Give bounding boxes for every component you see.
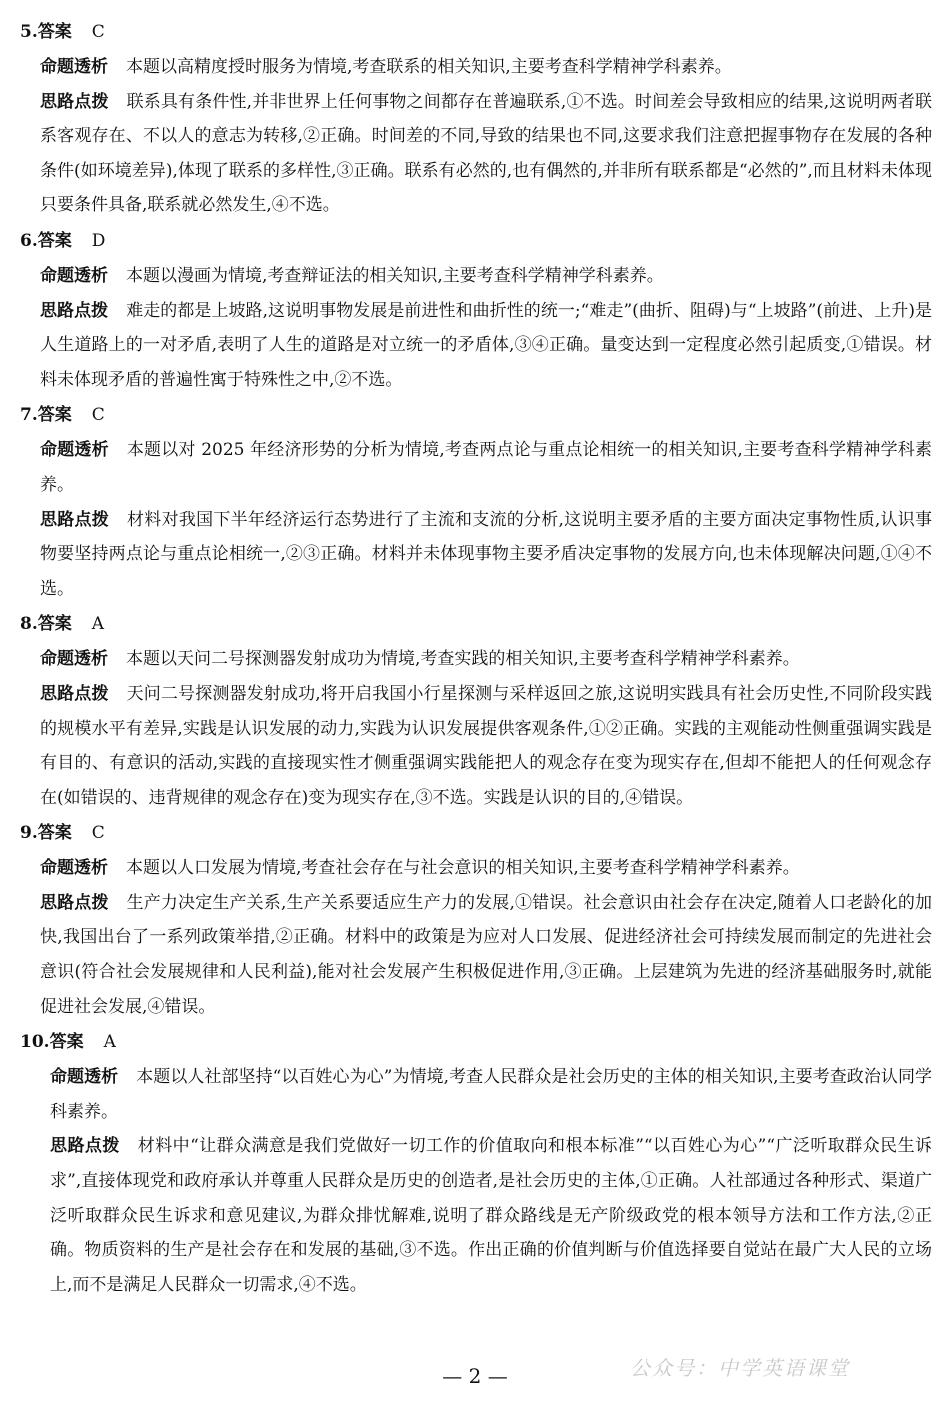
- question-header: [20, 14, 932, 50]
- analysis-text: 本题以人口发展为情境,考查社会存在与社会意识的相关知识,主要考查科学精神学科素养。: [126, 858, 800, 879]
- analysis-label: 命题透析: [50, 1067, 119, 1088]
- answer-value: A: [91, 614, 105, 635]
- watermark: 公众号：中学英语课堂: [630, 1356, 850, 1380]
- analysis-paragraph: [40, 50, 932, 85]
- analysis-text: 本题以漫画为情境,考查辩证法的相关知识,主要考查科学精神学科素养。: [126, 265, 664, 286]
- answer-value: D: [91, 230, 106, 251]
- approach-label: 思路点拨: [40, 509, 110, 530]
- page-number: — 2 —: [442, 1364, 508, 1388]
- question-number: 6.: [20, 230, 38, 251]
- approach-text: 难走的都是上坡路,这说明事物发展是前进性和曲折性的统一;“难走”(曲折、阻碍)与“上坡路”(前进、上升)是人生道路上的一对矛盾,表明了人生的道路是对立统一的矛盾体,③④正确。量变达到一定程度必然引起质变,①错误。材料未体现矛盾的普遍性寓于特殊性之中,②不选。: [40, 300, 932, 390]
- approach-label: 思路点拨: [40, 91, 109, 112]
- answer-label: 答案: [37, 614, 72, 635]
- question-5: [20, 14, 932, 223]
- approach-text: 联系具有条件性,并非世界上任何事物之间都存在普遍联系,①不选。时间差会导致相应的结果,这说明两者联系客观存在、不以人的意志为转移,②正确。时间差的不同,导致的结果也不同,这要求我们注意把握事物存在发展的各种条件(如环境差异),体现了联系的多样性,③正确。联系有必然的,也有偶然的,并非所有联系都是“必然的”,而且材料未体现只要条件具备,联系就必然发生,④不选。: [40, 91, 933, 216]
- answer-page: [20, 14, 932, 1302]
- answer-label: 答案: [37, 405, 72, 426]
- approach-paragraph: [40, 677, 932, 815]
- question-number: 7.: [20, 405, 38, 426]
- analysis-text: 本题以对 2025 年经济形势的分析为情境,考查两点论与重点论相统一的相关知识,主要考查科学精神学科素养。: [40, 440, 932, 495]
- answer-value: C: [91, 22, 105, 42]
- answer-label: 答案: [49, 1032, 84, 1053]
- approach-label: 思路点拨: [40, 300, 109, 321]
- question-header: [20, 223, 932, 259]
- answer-label: 答案: [37, 22, 72, 42]
- question-header: [20, 397, 932, 433]
- analysis-paragraph: [40, 851, 932, 886]
- question-header: [20, 606, 932, 642]
- analysis-label: 命题透析: [40, 649, 108, 670]
- analysis-paragraph: [40, 259, 932, 294]
- question-8: [20, 606, 932, 815]
- question-header: [20, 815, 932, 851]
- approach-label: 思路点拨: [50, 1136, 120, 1157]
- analysis-text: 本题以天问二号探测器发射成功为情境,考查实践的相关知识,主要考查科学精神学科素养。: [126, 649, 800, 670]
- approach-paragraph: [40, 886, 932, 1024]
- analysis-paragraph: [50, 1060, 932, 1129]
- analysis-text: 本题以人社部坚持“以百姓心为心”为情境,考查人民群众是社会历史的主体的相关知识,主要考查政治认同学科素养。: [50, 1067, 933, 1122]
- question-9: [20, 815, 932, 1024]
- approach-text: 天问二号探测器发射成功,将开启我国小行星探测与采样返回之旅,这说明实践具有社会历史性,不同阶段实践的规模水平有差异,实践是认识发展的动力,实践为认识发展提供客观条件,①②正确。实践的主观能动性侧重强调实践是有目的、有意识的活动,实践的直接现实性才侧重强调实践能把人的观念存在变为现实存在,但却不能把人的任何观念存在(如错误的、违背规律的观念存在)变为现实存在,③不选。实践是认识的目的,④错误。: [40, 683, 933, 808]
- answer-value: C: [91, 823, 105, 844]
- analysis-label: 命题透析: [40, 265, 108, 286]
- approach-label: 思路点拨: [40, 683, 109, 704]
- analysis-paragraph: [40, 642, 932, 677]
- question-number: 10.: [20, 1032, 50, 1053]
- analysis-label: 命题透析: [40, 858, 108, 879]
- question-number: 9.: [20, 823, 38, 844]
- question-number: 8.: [20, 614, 38, 635]
- question-number: 5.: [20, 22, 38, 42]
- approach-text: 生产力决定生产关系,生产关系要适应生产力的发展,①错误。社会意识由社会存在决定,随着人口老龄化的加快,我国出台了一系列政策举措,②正确。材料中的政策是为应对人口发展、促进经济社会可持续发展而制定的先进社会意识(符合社会发展规律和人民利益),能对社会发展产生积极促进作用,③正确。上层建筑为先进的经济基础服务时,就能促进社会发展,④错误。: [40, 892, 933, 1017]
- question-header: [20, 1024, 932, 1060]
- approach-paragraph: [40, 294, 932, 398]
- analysis-label: 命题透析: [40, 57, 108, 77]
- analysis-text: 本题以高精度授时服务为情境,考查联系的相关知识,主要考查科学精神学科素养。: [126, 57, 732, 77]
- approach-paragraph: [50, 1129, 932, 1302]
- approach-paragraph: [40, 503, 932, 607]
- approach-text: 材料中“让群众满意是我们党做好一切工作的价值取向和根本标准”“以百姓心为心”“广泛听取群众民生诉求”,直接体现党和政府承认并尊重人民群众是历史的创造者,是社会历史的主体,①正确。人社部通过各种形式、渠道广泛听取群众民生诉求和意见建议,为群众排忧解难,说明了群众路线是无产阶级政党的根本领导方法和工作方法,②正确。物质资料的生产是社会存在和发展的基础,③不选。作出正确的价值判断与价值选择要自觉站在最广大人民的立场上,而不是满足人民群众一切需求,④不选。: [50, 1136, 933, 1295]
- answer-label: 答案: [37, 230, 72, 251]
- question-10: [20, 1024, 932, 1302]
- answer-value: C: [91, 405, 105, 426]
- approach-paragraph: [40, 85, 932, 223]
- answer-value: A: [103, 1032, 116, 1053]
- approach-text: 材料对我国下半年经济运行态势进行了主流和支流的分析,这说明主要矛盾的主要方面决定事物性质,认识事物要坚持两点论与重点论相统一,②③正确。材料并未体现事物主要矛盾决定事物的发展方向,也未体现解决问题,①④不选。: [40, 509, 933, 599]
- question-6: [20, 223, 932, 397]
- answer-label: 答案: [37, 823, 72, 844]
- question-7: [20, 397, 932, 606]
- approach-label: 思路点拨: [40, 892, 109, 913]
- analysis-label: 命题透析: [40, 440, 109, 461]
- analysis-paragraph: [40, 433, 932, 502]
